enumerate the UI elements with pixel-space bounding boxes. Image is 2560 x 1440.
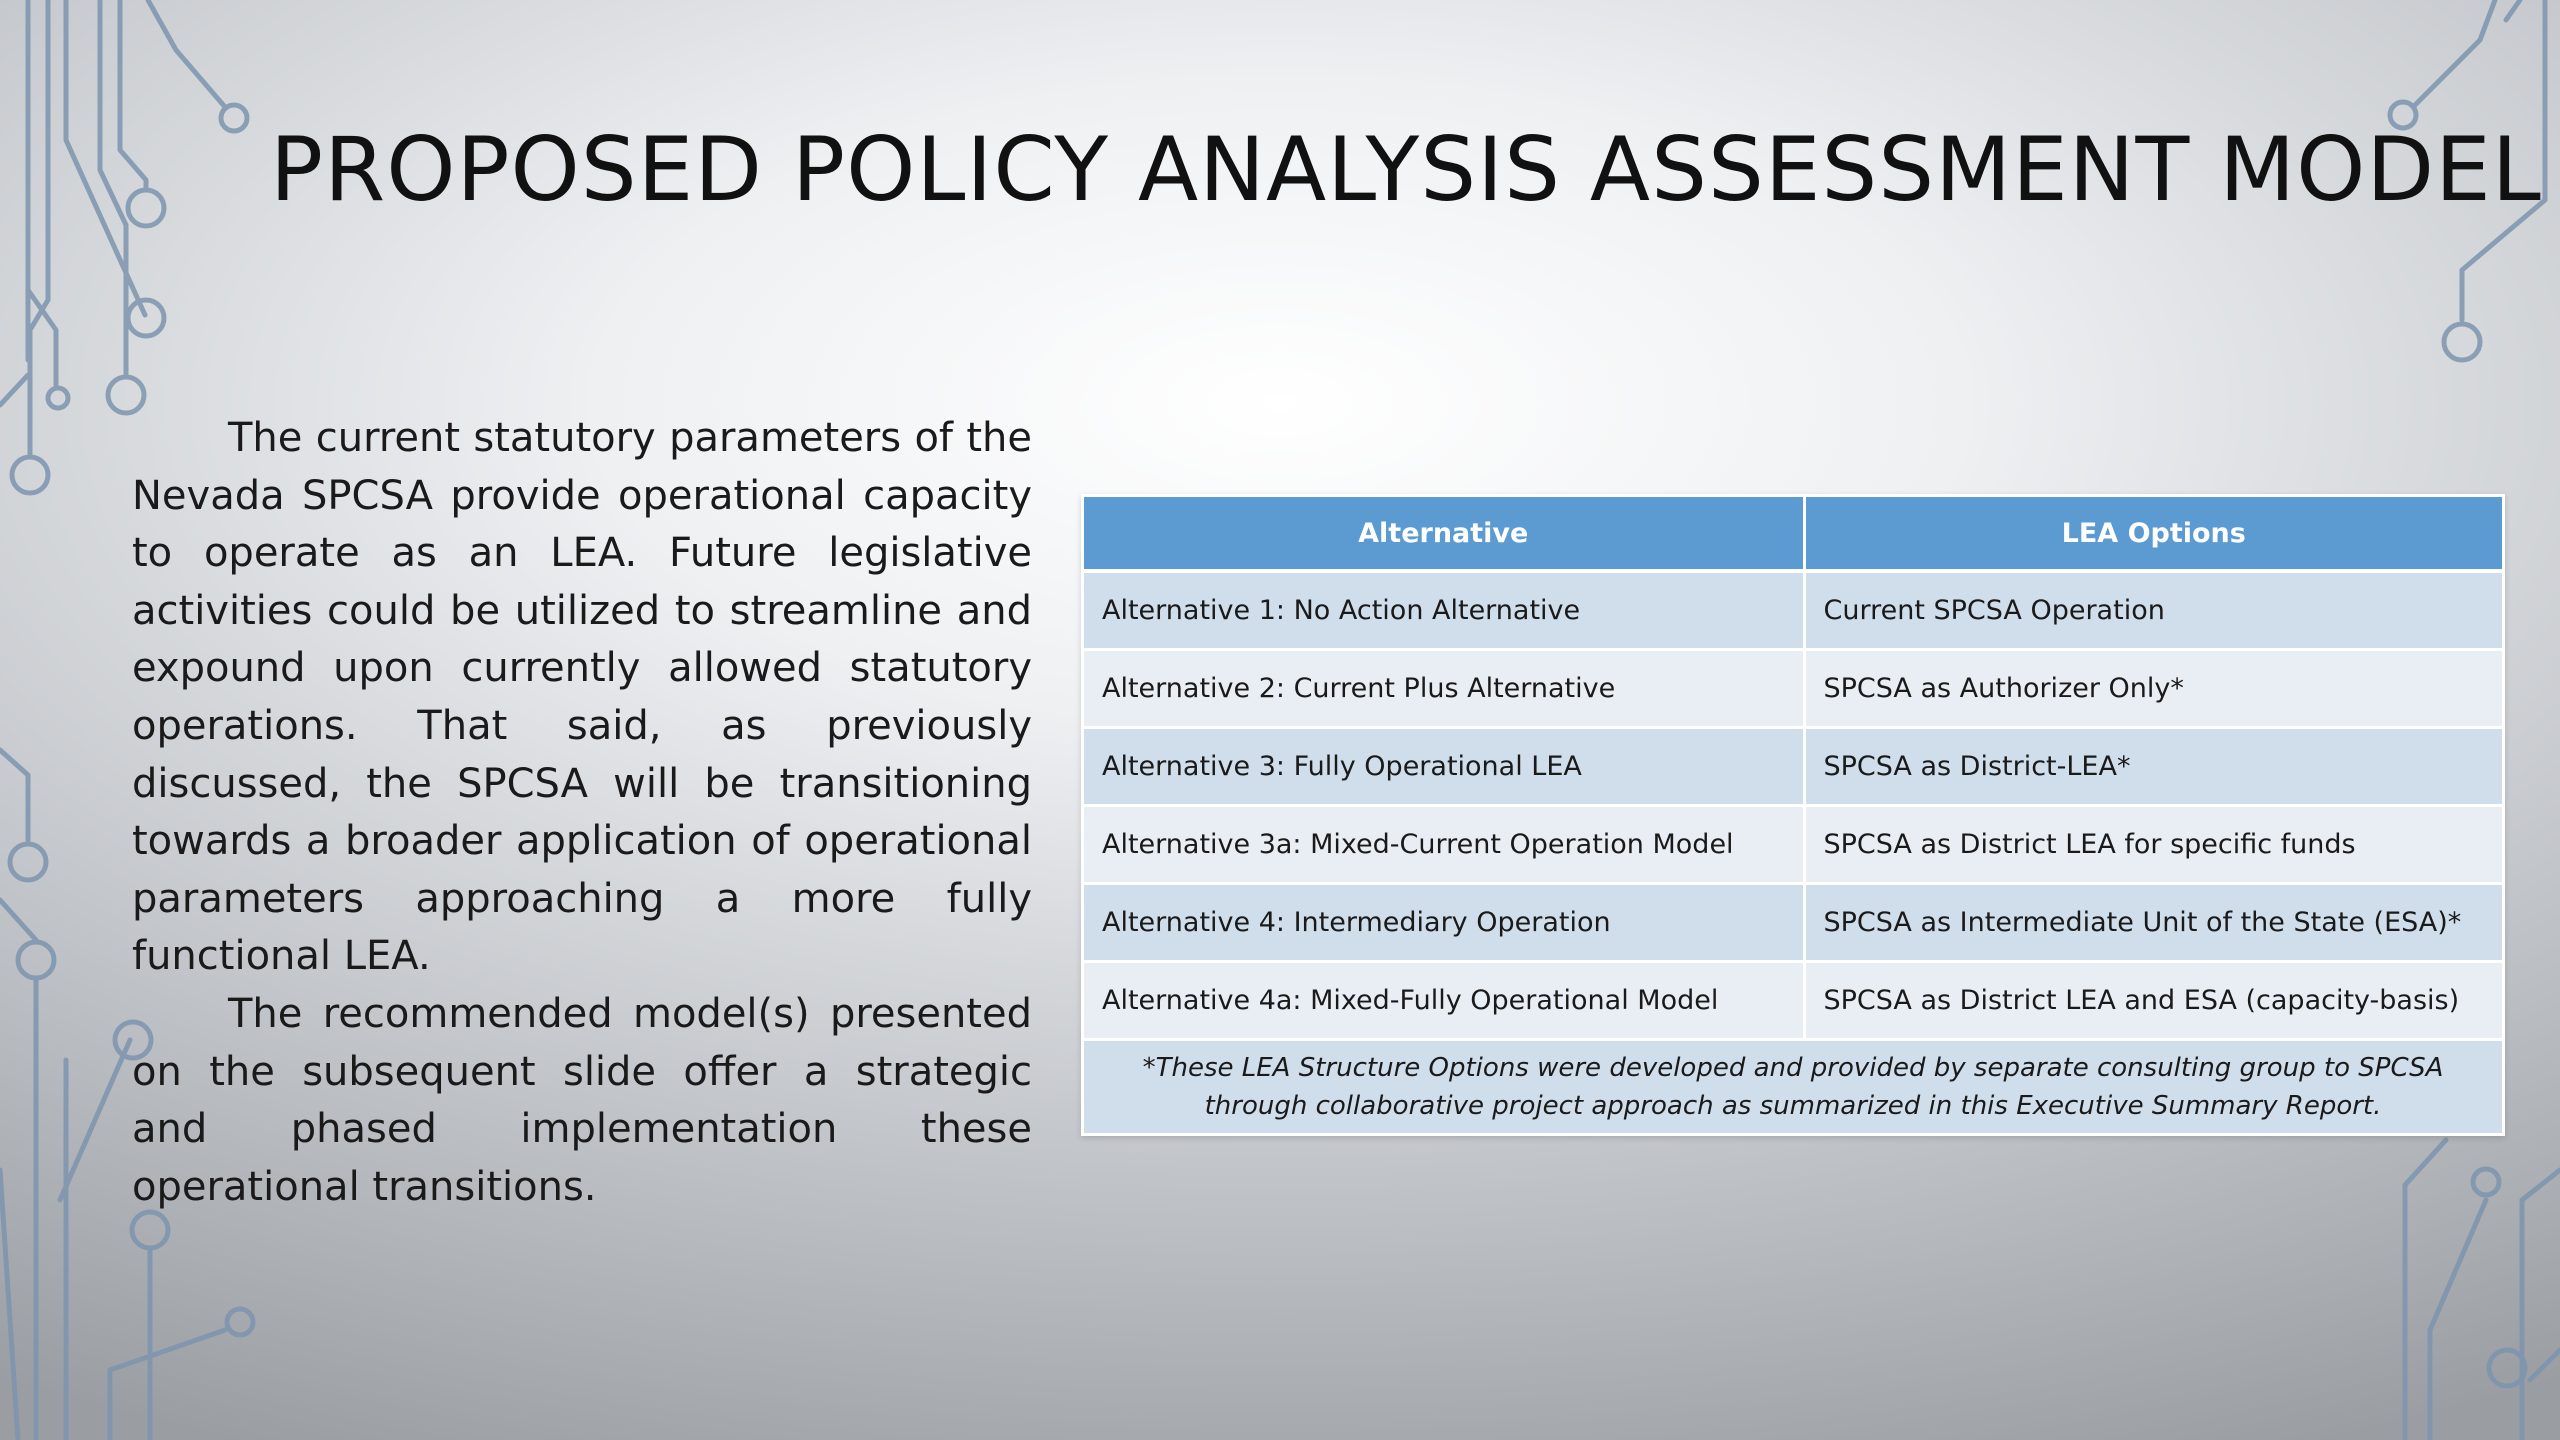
body-paragraph: The recommended model(s) presented on the subsequent slide offer a strategic and phased implementation these operational transitions. <box>132 990 1032 1210</box>
circuit-line <box>0 1170 18 1440</box>
table-cell: Alternative 2: Current Plus Alternative <box>1084 650 1804 728</box>
circuit-node <box>2444 324 2480 360</box>
circuit-line <box>66 0 145 315</box>
table <box>1084 497 2502 1133</box>
circuit-line <box>0 900 36 940</box>
table-cell: Alternative 3: Fully Operational LEA <box>1084 728 1804 806</box>
circuit-node <box>128 300 164 336</box>
circuit-line <box>0 750 28 840</box>
circuit-line <box>30 0 48 455</box>
table-row <box>1084 571 2502 650</box>
lea-options-table <box>1081 494 2505 1136</box>
table-cell: SPCSA as District-LEA* <box>1804 728 2502 806</box>
circuit-node <box>128 190 164 226</box>
circuit-node <box>2473 1169 2499 1195</box>
table-row <box>1084 962 2502 1040</box>
slide-title: PROPOSED POLICY ANALYSIS ASSESSMENT MODEL <box>270 118 2542 221</box>
table-cell: SPCSA as Intermediate Unit of the State (ESA)* <box>1804 884 2502 962</box>
circuit-node <box>48 388 68 408</box>
table-header-row <box>1084 497 2502 571</box>
table-row <box>1084 884 2502 962</box>
circuit-line <box>2530 1350 2560 1380</box>
body-paragraph: The current statutory parameters of the Nevada SPCSA provide operational capacity to operate as an LEA. Future legislative activities could be utilized to streamline and expound upon currently allowed statutory operations. That said, as previously discussed, the SPCSA will be transitioning towards a broader application of operational parameters approaching a more fully functional LEA. <box>132 415 1032 980</box>
column-header-alternative: Alternative <box>1084 497 1804 571</box>
circuit-node <box>132 1212 168 1248</box>
table-row <box>1084 728 2502 806</box>
table-cell: Alternative 4a: Mixed-Fully Operational Model <box>1084 962 1804 1040</box>
circuit-node <box>10 844 46 880</box>
table-row <box>1084 650 2502 728</box>
circuit-line <box>2522 1170 2560 1440</box>
circuit-line <box>2415 0 2495 105</box>
table-cell: SPCSA as District LEA and ESA (capacity-basis) <box>1804 962 2502 1040</box>
table-footnote-row <box>1084 1040 2502 1134</box>
circuit-line <box>60 1040 130 1200</box>
circuit-line <box>2506 0 2520 20</box>
column-header-lea-options: LEA Options <box>1804 497 2502 571</box>
table-cell: Current SPCSA Operation <box>1804 571 2502 650</box>
table-cell: Alternative 4: Intermediary Operation <box>1084 884 1804 962</box>
circuit-node <box>227 1309 253 1335</box>
circuit-line <box>0 375 28 405</box>
circuit-line <box>120 0 146 190</box>
table-footnote: *These LEA Structure Options were developed and provided by separate consulting group to SPCSA through collaborative project approach as summarized in this Executive Summary Report. <box>1084 1040 2502 1134</box>
circuit-line <box>2430 1200 2486 1440</box>
table-row <box>1084 806 2502 884</box>
table-cell: Alternative 3a: Mixed-Current Operation Model <box>1084 806 1804 884</box>
circuit-line <box>2405 1140 2446 1440</box>
circuit-line <box>110 1330 225 1440</box>
circuit-node <box>18 942 54 978</box>
table-cell: SPCSA as District LEA for specific funds <box>1804 806 2502 884</box>
circuit-node <box>221 105 247 131</box>
table-cell: Alternative 1: No Action Alternative <box>1084 571 1804 650</box>
circuit-node <box>108 377 144 413</box>
circuit-node <box>12 457 48 493</box>
table-cell: SPCSA as Authorizer Only* <box>1804 650 2502 728</box>
circuit-line <box>148 0 225 107</box>
body-text <box>132 410 1032 1216</box>
